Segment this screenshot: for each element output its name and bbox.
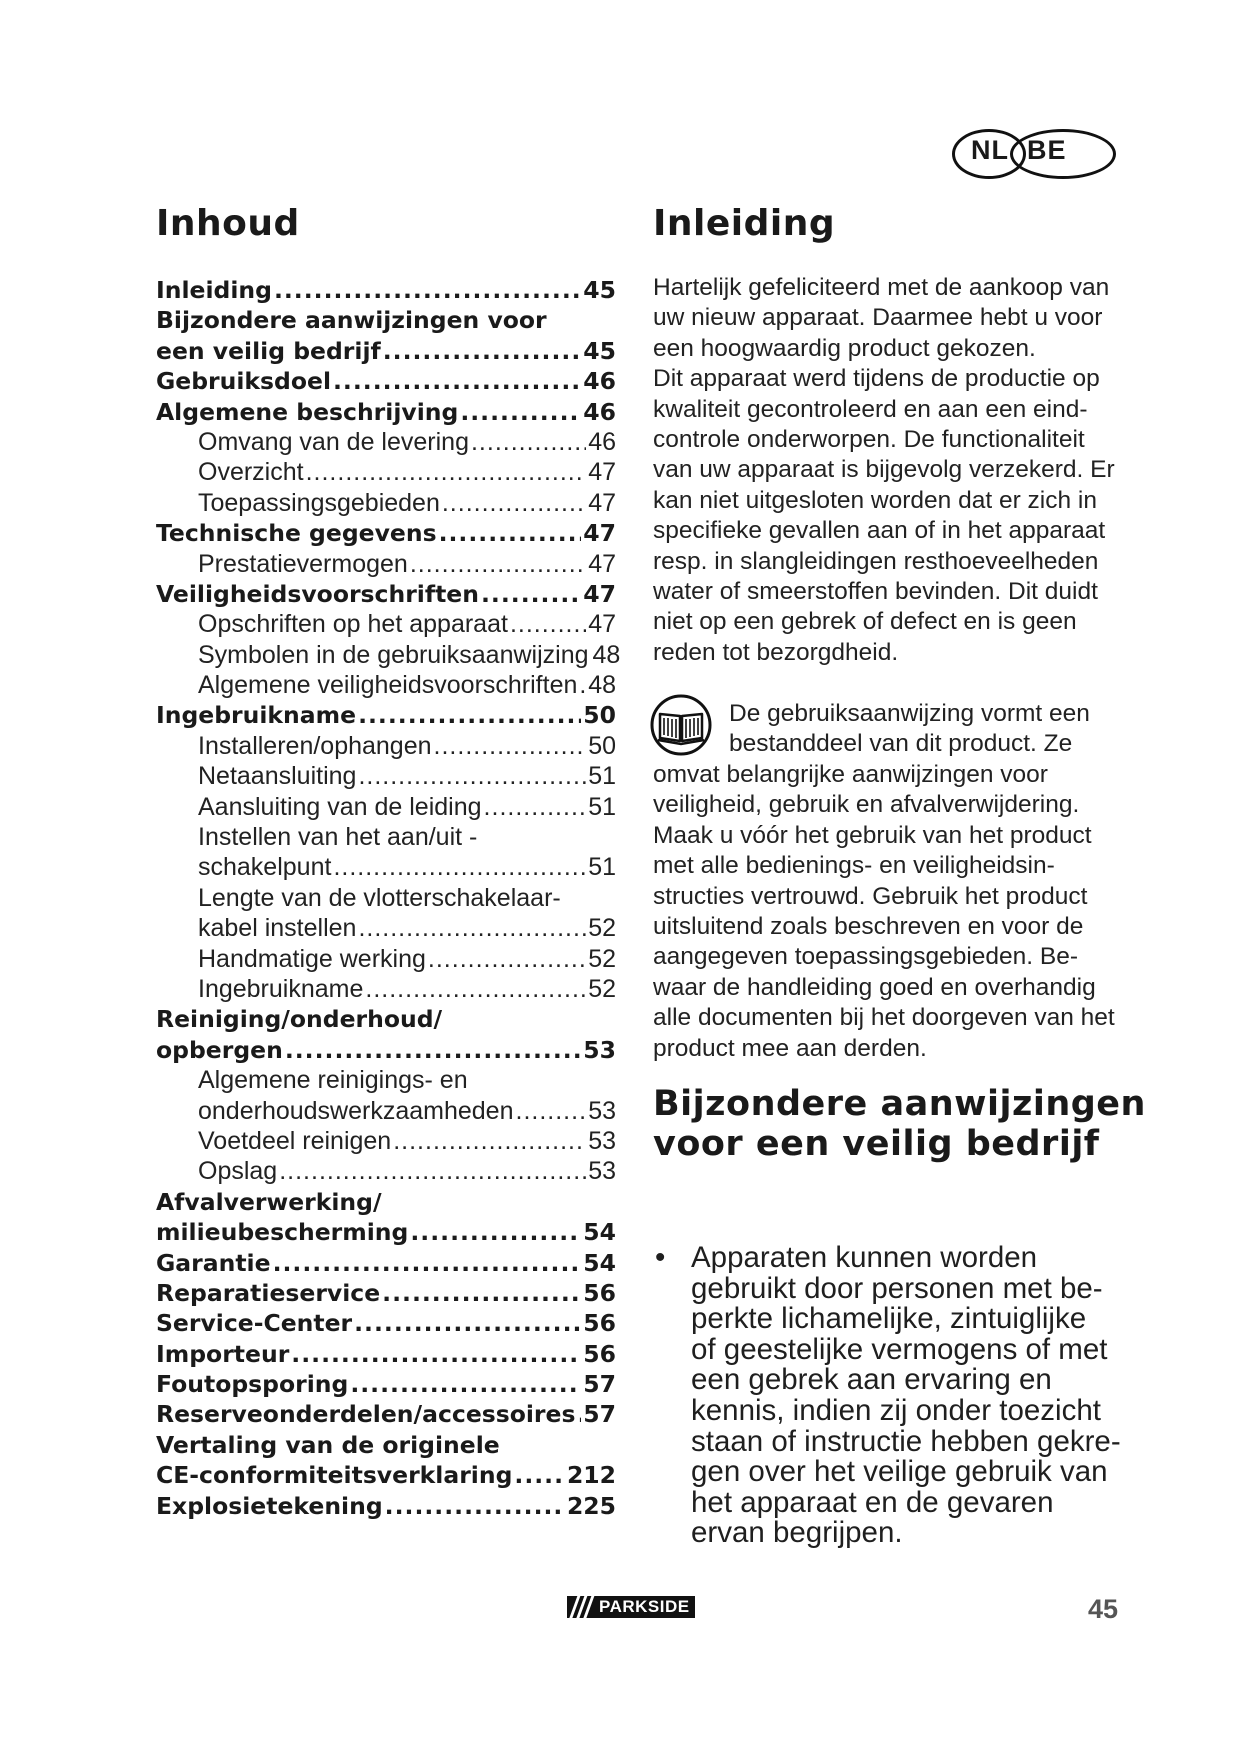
toc-entry-page: 51	[588, 853, 616, 882]
toc-leader-dots	[383, 336, 582, 366]
toc-entry	[156, 1035, 616, 1065]
toc-entry-label: schakelpunt	[198, 853, 332, 882]
toc-entry-label: Ingebruikname	[156, 701, 357, 730]
toc-entry-label: Service-Center	[156, 1309, 353, 1338]
toc-entry-label: Technische gegevens	[156, 519, 437, 548]
toc-entry	[156, 944, 616, 974]
toc-entry-label: Voetdeel reinigen	[198, 1126, 392, 1155]
toc-entry-label: Opschriften op het apparaat	[198, 610, 508, 639]
toc-entry	[156, 1004, 616, 1034]
toc-entry	[156, 457, 616, 487]
toc-entry-page: 47	[583, 579, 616, 608]
toc-leader-dots	[333, 366, 581, 396]
page-number: 45	[1088, 1594, 1119, 1624]
toc-leader-dots	[333, 852, 586, 882]
toc-entry-page: 56	[583, 1309, 616, 1338]
toc-entry-label: Reparatieservice	[156, 1278, 381, 1307]
toc-entry-page: 54	[583, 1248, 616, 1277]
toc-leader-dots	[460, 397, 581, 427]
book-icon	[650, 694, 712, 756]
toc-entry-label: Ingebruikname	[198, 974, 364, 1003]
toc-entry	[156, 488, 616, 518]
toc-entry-page: 51	[588, 762, 616, 791]
brand-stripes-icon	[567, 1596, 597, 1618]
toc-entry-page: 52	[588, 944, 616, 973]
toc-leader-dots	[434, 731, 587, 761]
toc-entry-label: Algemene veiligheidsvoorschriften	[198, 671, 578, 700]
language-code-be: BE	[1027, 135, 1067, 165]
toc-entry-label: Netaansluiting	[198, 762, 357, 791]
toc-entry-label: Explosietekening	[156, 1491, 383, 1520]
toc-entry	[156, 1187, 616, 1217]
toc-entry	[156, 822, 616, 852]
toc-entry	[156, 549, 616, 579]
toc-entry	[156, 1096, 616, 1126]
toc-entry	[156, 852, 616, 882]
toc-leader-dots	[358, 913, 586, 943]
toc-entry-label: kabel instellen	[198, 914, 357, 943]
toc-entry-label: opbergen	[156, 1035, 283, 1064]
toc-entry	[156, 700, 616, 730]
toc-leader-dots	[358, 761, 586, 791]
toc-leader-dots	[354, 1308, 581, 1338]
toc-entry-label: Installeren/ophangen	[198, 731, 432, 760]
brand-logo	[567, 1594, 695, 1620]
toc-entry-page: 47	[588, 610, 616, 639]
toc-leader-dots	[385, 1491, 565, 1521]
toc-entry-label: Prestatievermogen	[198, 549, 408, 578]
toc-entry	[156, 1248, 616, 1278]
toc-entry	[156, 1217, 616, 1247]
language-code-nl: NL	[971, 135, 1009, 165]
toc-entry	[156, 579, 616, 609]
toc-entry	[156, 305, 616, 335]
toc-heading: Inhoud	[156, 203, 300, 244]
toc-entry-page: 225	[566, 1491, 616, 1520]
toc-entry-label: Reserveonderdelen/accessoires	[156, 1400, 576, 1429]
toc-leader-dots	[471, 427, 586, 457]
toc-entry-page: 212	[566, 1461, 616, 1490]
toc-entry-page: 45	[583, 336, 616, 365]
toc-entry-label: een veilig bedrijf	[156, 336, 381, 365]
toc-entry-label: Handmatige werking	[198, 944, 426, 973]
bullet-dot-icon: •	[655, 1241, 666, 1274]
toc-leader-dots	[279, 1156, 586, 1186]
toc-entry-label: Algemene reinigings- en	[198, 1066, 468, 1095]
toc-entry-page: 54	[583, 1218, 616, 1247]
toc-entry-label: Toepassingsgebieden	[198, 488, 440, 517]
toc-entry-page: 46	[583, 397, 616, 426]
toc-entry-page: 48	[588, 671, 616, 700]
toc-entry-label: Symbolen in de gebruiksaanwijzing	[198, 640, 589, 669]
toc-entry	[156, 609, 616, 639]
toc-leader-dots	[306, 457, 587, 487]
toc-entry	[156, 336, 616, 366]
toc-entry	[156, 1460, 616, 1490]
toc-entry-label: Instellen van het aan/uit -	[198, 823, 478, 852]
toc-entry	[156, 761, 616, 791]
toc-entry-label: Importeur	[156, 1339, 290, 1368]
toc-leader-dots	[442, 488, 586, 518]
safety-bullet-text: Apparaten kunnen worden gebruikt door personen met be- perkte lichamelijke, zintuiglijke of geestelijke vermogens of met een gebrek aan ervaring en kennis, indien zij onder toezicht staan of instructie hebben gekre- gen over het veilige gebruik van het apparaat en de gevaren ervan begrijpen.	[691, 1241, 1121, 1550]
toc-leader-dots	[274, 275, 581, 305]
toc-entry	[156, 670, 616, 700]
toc-entry	[156, 427, 616, 457]
toc-entry	[156, 275, 616, 305]
toc-entry-page: 52	[588, 974, 616, 1003]
toc-entry-label: Overzicht	[198, 458, 304, 487]
table-of-contents	[156, 275, 621, 1521]
toc-leader-dots	[516, 1096, 587, 1126]
toc-entry-page: 50	[588, 731, 616, 760]
toc-entry-label: Algemene beschrijving	[156, 397, 459, 426]
toc-entry	[156, 518, 616, 548]
toc-entry	[156, 731, 616, 761]
toc-entry-page: 47	[583, 519, 616, 548]
toc-entry-label: Afvalverwerking/	[156, 1187, 382, 1216]
toc-entry	[156, 1491, 616, 1521]
toc-entry	[156, 1278, 616, 1308]
safety-heading: Bijzondere aanwijzingen voor een veilig bedrijf	[653, 1084, 1146, 1164]
toc-leader-dots	[393, 1126, 586, 1156]
manual-note-lead: De gebruiksaanwijzing vormt een bestanddeel van dit product. Ze	[729, 700, 1090, 758]
toc-leader-dots	[428, 944, 586, 974]
toc-entry-page: 47	[588, 458, 616, 487]
toc-entry-page: 47	[588, 488, 616, 517]
toc-entry-label: Aansluiting van de leiding	[198, 792, 482, 821]
toc-entry	[156, 883, 616, 913]
toc-entry	[156, 792, 616, 822]
toc-entry-page: 46	[583, 367, 616, 396]
toc-leader-dots	[484, 792, 587, 822]
toc-leader-dots	[273, 1248, 582, 1278]
toc-entry-label: Lengte van de vlotterschakelaar-	[198, 883, 561, 912]
toc-entry-page: 53	[583, 1035, 616, 1064]
toc-entry-page: 48	[592, 640, 621, 669]
toc-entry-page: 50	[583, 701, 616, 730]
toc-leader-dots	[358, 700, 581, 730]
toc-entry	[156, 1156, 616, 1186]
toc-entry	[156, 1369, 616, 1399]
toc-leader-dots	[410, 549, 586, 579]
toc-entry-page: 53	[588, 1126, 616, 1155]
manual-note-text: omvat belangrijke aanwijzingen voor veiligheid, gebruik en afvalverwijdering. Maak u vóór het gebruik van het product met alle bedienings- en veiligheidsin- structies vertrouwd. Gebruik het product uitsluitend zoals beschreven en voor de aangegeven toepassingsgebieden. Be- waar de handleiding goed en overhandig alle documenten bij het doorgeven van het product mee aan derden.	[653, 761, 1115, 1062]
toc-entry-page: 56	[583, 1339, 616, 1368]
toc-leader-dots	[510, 609, 586, 639]
toc-entry-label: Foutopsporing	[156, 1370, 349, 1399]
toc-entry-page: 53	[588, 1157, 616, 1186]
toc-entry	[156, 366, 616, 396]
toc-entry-page: 45	[583, 276, 616, 304]
toc-entry-label: Vertaling van de originele	[156, 1430, 500, 1459]
toc-leader-dots	[577, 1399, 581, 1429]
toc-entry-label: Garantie	[156, 1248, 271, 1277]
toc-entry-label: Veiligheidsvoorschriften	[156, 579, 479, 608]
toc-entry-page: 57	[583, 1370, 616, 1399]
toc-leader-dots	[514, 1460, 565, 1490]
toc-entry	[156, 397, 616, 427]
toc-entry	[156, 1065, 616, 1095]
toc-entry-page: 57	[583, 1400, 616, 1429]
toc-entry-label: Gebruiksdoel	[156, 367, 331, 396]
toc-entry-label: onderhoudswerkzaamheden	[198, 1096, 514, 1125]
toc-leader-dots	[439, 518, 582, 548]
toc-entry	[156, 1339, 616, 1369]
intro-heading: Inleiding	[653, 203, 836, 244]
toc-leader-dots	[285, 1035, 581, 1065]
toc-entry-label: milieubescherming	[156, 1218, 409, 1247]
toc-leader-dots	[481, 579, 581, 609]
toc-entry-label: CE-conformiteitsverklaring	[156, 1461, 513, 1490]
toc-leader-dots	[350, 1369, 581, 1399]
toc-leader-dots	[410, 1217, 581, 1247]
toc-entry-page: 52	[588, 914, 616, 943]
language-badge	[952, 129, 1122, 177]
toc-leader-dots	[291, 1339, 581, 1369]
toc-entry-label: Opslag	[198, 1157, 278, 1186]
toc-leader-dots	[382, 1278, 581, 1308]
toc-entry	[156, 913, 616, 943]
intro-paragraph: Hartelijk gefeliciteerd met de aankoop van uw nieuw apparaat. Daarmee hebt u voor een hoogwaardig product gekozen. Dit apparaat werd tijdens de productie op kwaliteit gecontroleerd en aan een eind- controle onderworpen. De functionaliteit van uw apparaat is bijgevolg verzekerd. Er kan niet uitgesloten worden dat er zich in specifieke gevallen aan of in het apparaat resp. in slangleidingen resthoeveelheden water of smeerstoffen bevinden. Dit duidt niet op een gebrek of defect en is geen reden tot bezorgdheid.	[653, 274, 1115, 666]
toc-entry	[156, 640, 621, 670]
toc-entry-label: Reiniging/onderhoud/	[156, 1005, 443, 1034]
toc-entry-page: 47	[588, 549, 616, 578]
toc-leader-dots	[365, 974, 586, 1004]
toc-entry	[156, 974, 616, 1004]
toc-entry-page: 56	[583, 1278, 616, 1307]
toc-entry-label: Bijzondere aanwijzingen voor	[156, 306, 547, 335]
toc-entry	[156, 1126, 616, 1156]
toc-entry-page: 51	[588, 792, 616, 821]
toc-entry	[156, 1308, 616, 1338]
toc-entry	[156, 1399, 616, 1429]
toc-entry-page: 53	[588, 1096, 616, 1125]
toc-entry-page: 46	[588, 427, 616, 456]
toc-entry-label: Omvang van de levering	[198, 427, 469, 456]
toc-entry	[156, 1430, 616, 1460]
brand-name: PARKSIDE	[597, 1596, 695, 1618]
toc-leader-dots	[579, 670, 586, 700]
toc-entry-label: Inleiding	[156, 276, 272, 304]
